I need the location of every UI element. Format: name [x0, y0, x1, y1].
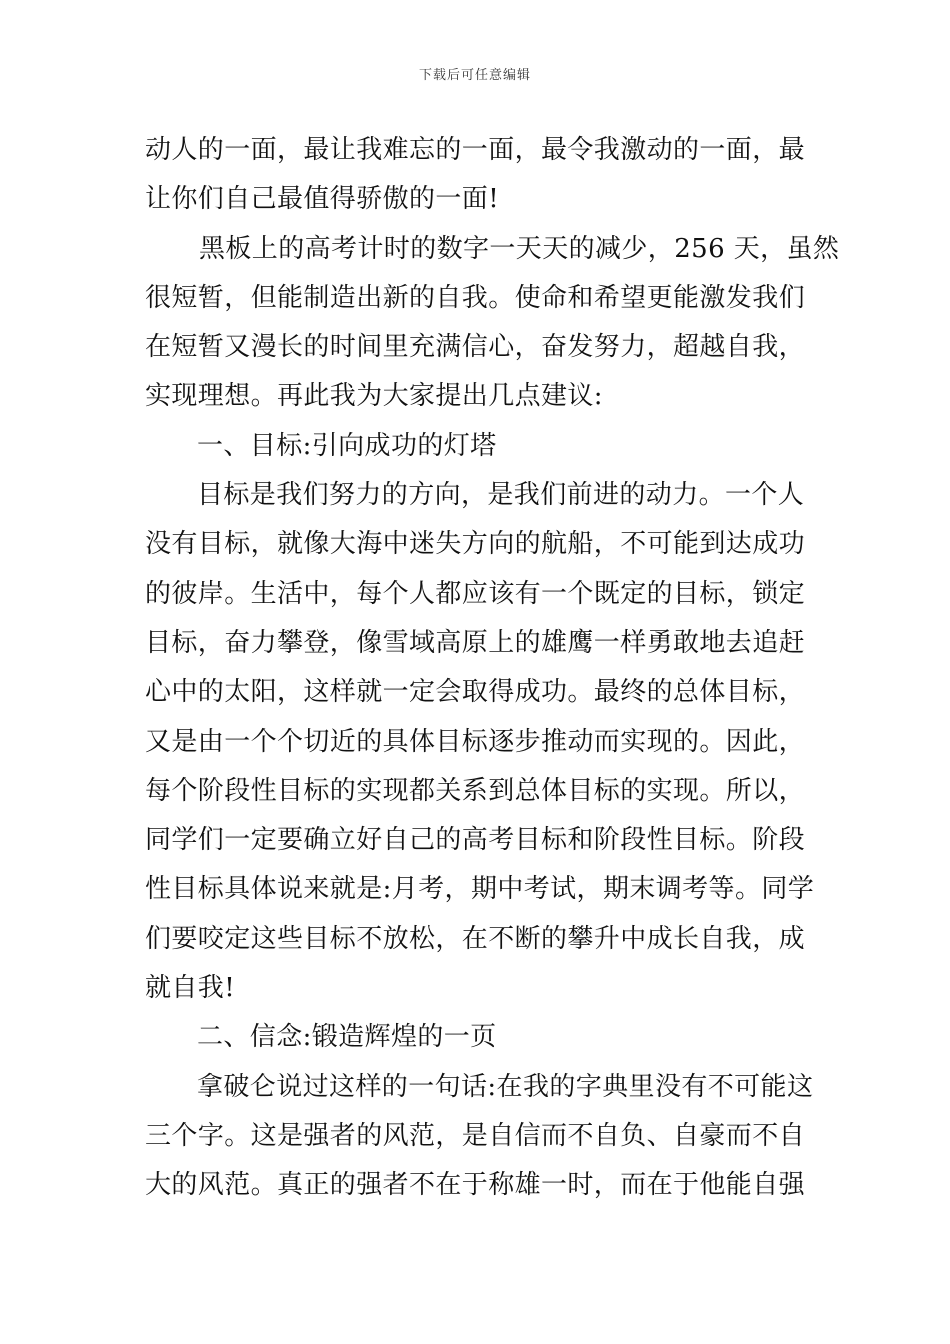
text-line: 目标，奋力攀登，像雪域高原上的雄鹰一样勇敢地去追赶: [145, 627, 806, 658]
paragraph-start-line: 目标是我们努力的方向，是我们前进的动力。一个人: [197, 480, 805, 511]
page-header: 下载后可任意编辑: [418, 68, 531, 83]
section-heading-belief: 二、信念:锻造辉煌的一页: [197, 1022, 497, 1053]
paragraph-start-line: 拿破仑说过这样的一句话:在我的字典里没有不可能这: [197, 1071, 814, 1102]
paragraph-start-line: 黑板上的高考计时的数字一天天的减少，256 天，虽然: [199, 233, 840, 264]
text-line: 动人的一面，最让我难忘的一面，最令我激动的一面，最: [145, 135, 806, 165]
section-heading-goal: 一、目标:引向成功的灯塔: [197, 430, 497, 461]
text-line: 大的风范。真正的强者不在于称雄一时，而在于他能自强: [145, 1170, 806, 1201]
text-line: 性目标具体说来就是:月考，期中考试，期末调考等。同学: [145, 874, 815, 905]
text-line: 很短暂，但能制造出新的自我。使命和希望更能激发我们: [145, 282, 806, 313]
text-line: 让你们自己最值得骄傲的一面!: [145, 184, 500, 215]
text-line: 们要咬定这些目标不放松，在不断的攀升中成长自我，成: [145, 923, 806, 954]
text-line: 三个字。这是强者的风范，是自信而不自负、自豪而不自: [145, 1120, 806, 1151]
text-line: 每个阶段性目标的实现都关系到总体目标的实现。所以，: [145, 775, 806, 806]
text-line: 就自我!: [145, 973, 236, 1004]
text-line: 又是由一个个切近的具体目标逐步推动而实现的。因此，: [145, 726, 806, 757]
text-line: 同学们一定要确立好自己的高考目标和阶段性目标。阶段: [145, 825, 806, 856]
text-line: 没有目标，就像大海中迷失方向的航船，不可能到达成功: [145, 529, 806, 560]
text-line: 在短暂又漫长的时间里充满信心，奋发努力，超越自我，: [145, 332, 806, 363]
document-body: [145, 126, 840, 1211]
text-line: 实现理想。再此我为大家提出几点建议:: [145, 381, 603, 412]
text-line: 的彼岸。生活中，每个人都应该有一个既定的目标，锁定: [145, 578, 806, 609]
text-line: 心中的太阳，这样就一定会取得成功。最终的总体目标，: [145, 677, 806, 708]
